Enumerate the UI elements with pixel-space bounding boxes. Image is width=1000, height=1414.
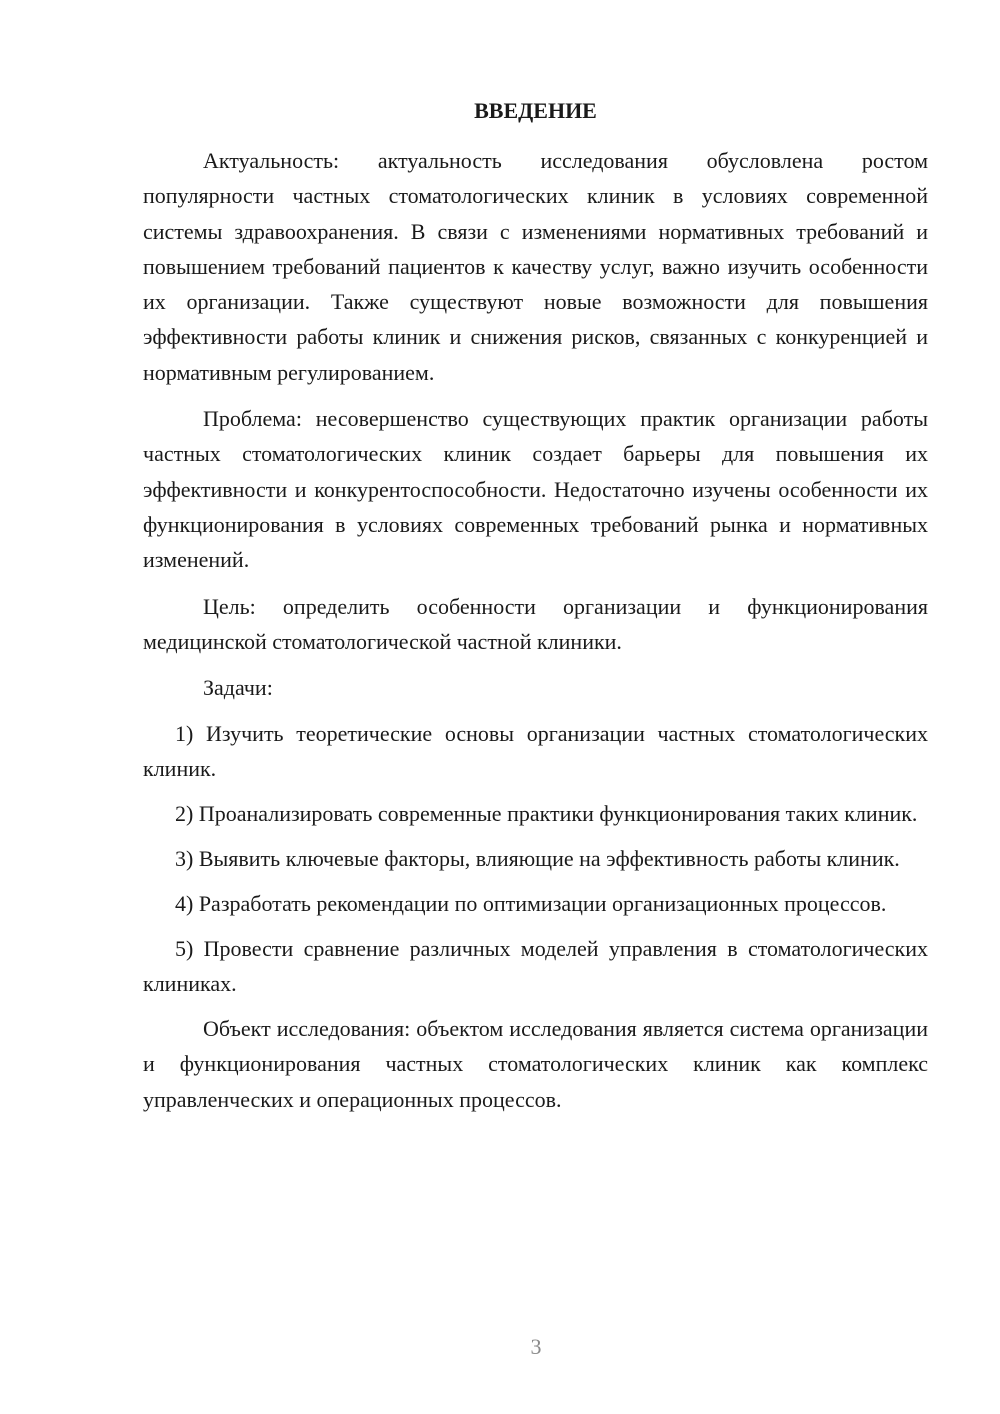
task-item-4: 4) Разработать рекомендации по оптимизации организационных процессов. — [175, 891, 887, 917]
task-item-3: 3) Выявить ключевые факторы, влияющие на эффективность работы клиник. — [175, 846, 900, 872]
tasks-list — [143, 716, 928, 1001]
page-content — [143, 96, 928, 1117]
section-heading: ВВЕДЕНИЕ — [474, 98, 597, 123]
tasks-label: Задачи: — [203, 675, 273, 701]
relevance-paragraph: Актуальность: актуальность исследования обусловлена ростом популярности частных стоматологических клиник в условиях современной системы здравоохранения. В связи с изменениями нормативных требований и повышением требований пациентов к качеству услуг, важно изучить особенности их организации. Также существуют новые возможности для повышения эффективности работы клиник и снижения рисков, связанных с конкуренцией и нормативным регулированием. — [143, 148, 928, 385]
goal-paragraph: Цель: определить особенности организации и функционирования медицинской стоматологической частной клиники. — [143, 593, 928, 654]
task-item-5: 5) Провести сравнение различных моделей управления в стоматологических клиниках. — [143, 936, 928, 997]
page-number: 3 — [530, 1334, 542, 1359]
problem-paragraph: Проблема: несовершенство существующих практик организации работы частных стоматологических клиник создает барьеры для повышения их эффективности и конкурентоспособности. Недостаточно изучены особенности их функционирования в условиях современных требований рынка и нормативных изменений. — [143, 406, 928, 573]
task-item-2: 2) Проанализировать современные практики функционирования таких клиник. — [175, 801, 918, 827]
object-paragraph: Объект исследования: объектом исследования является система организации и функционирования частных стоматологических клиник как комплекс управленческих и операционных процессов. — [143, 1016, 928, 1112]
task-item-1: 1) Изучить теоретические основы организации частных стоматологических клиник. — [143, 721, 928, 782]
